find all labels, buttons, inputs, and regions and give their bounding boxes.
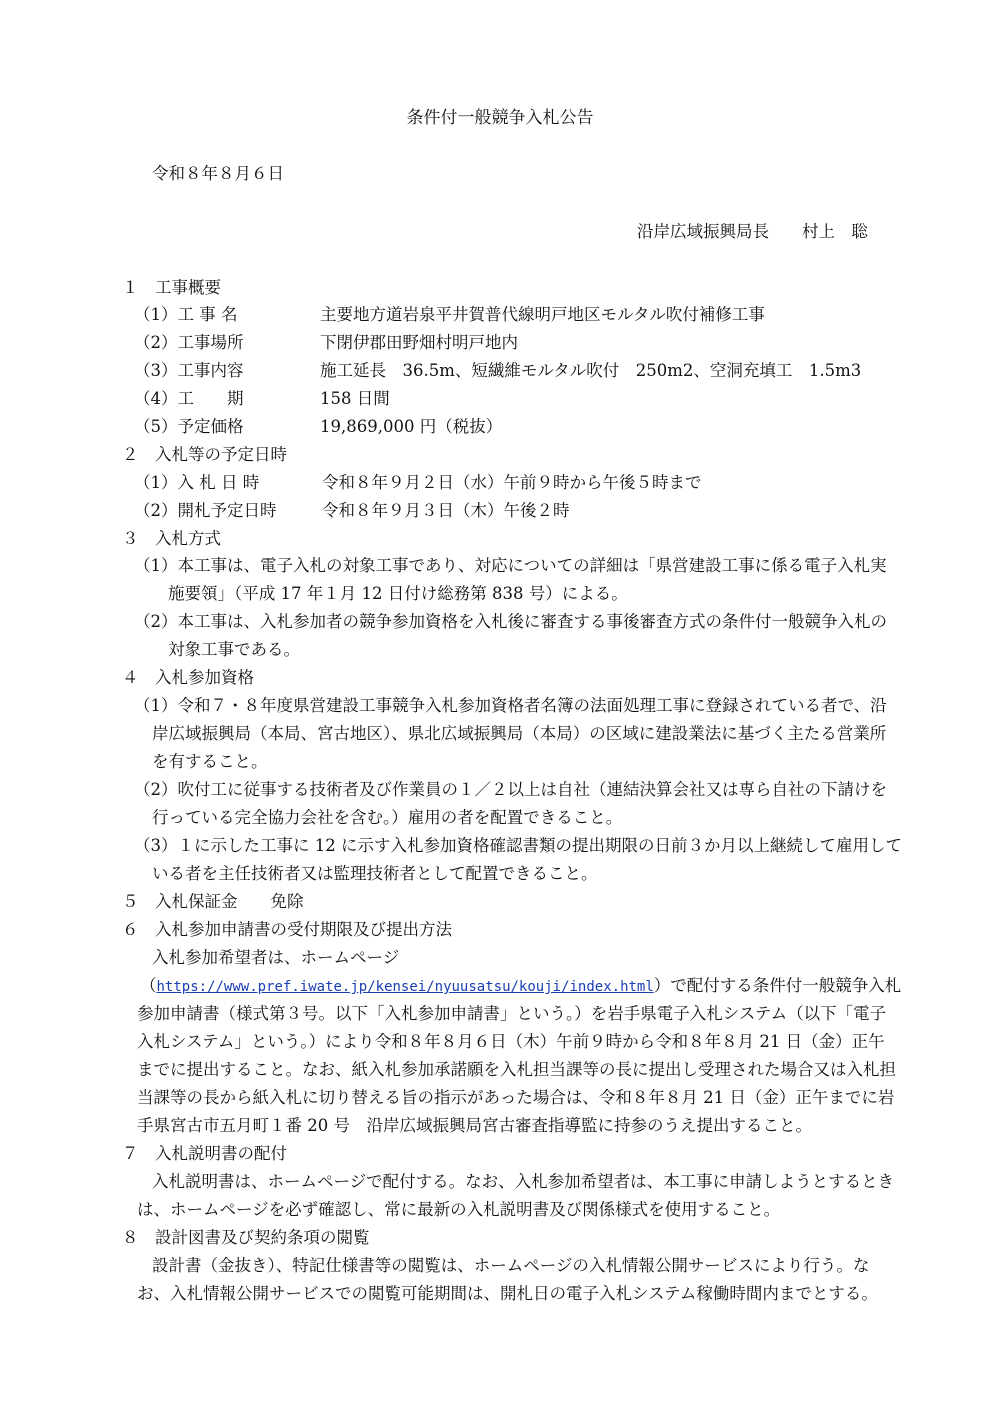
s2-item-label: （2）開札予定日時 bbox=[134, 501, 277, 520]
s1-item-label: （2）工事場所 bbox=[134, 333, 244, 352]
s6-url-line bbox=[140, 976, 901, 997]
s1-item-value: 158 日間 bbox=[320, 389, 390, 408]
s8-paragraph-line: 設計書（金抜き）、特記仕様書等の閲覧は、ホームページの入札情報公開サービスにより行う。な bbox=[152, 1256, 870, 1275]
s6-paragraph-line: 当課等の長から紙入札に切り替える旨の指示があった場合は、令和８年８月 21 日（金）正午までに岩 bbox=[137, 1088, 895, 1107]
s4-paragraph-line: いる者を主任技術者又は監理技術者として配置できること。 bbox=[152, 864, 598, 883]
s4-paragraph-line: 岸広域振興局（本局、宮古地区）、県北広域振興局（本局）の区域に建設業法に基づく主たる営業所 bbox=[152, 724, 887, 743]
s7-paragraph-line: は、ホームページを必ず確認し、常に最新の入札説明書及び関係様式を使用すること。 bbox=[137, 1200, 781, 1219]
s6-url-close: ）で配付する条件付一般競争入札 bbox=[653, 976, 902, 995]
s3-paragraph-line: （2）本工事は、入札参加者の競争参加資格を入札後に審査する事後審査方式の条件付一般競争入札の bbox=[134, 612, 887, 631]
s2-item-value: 令和８年９月３日（木）午後２時 bbox=[322, 501, 570, 520]
issuer: 沿岸広域振興局長 村上 聡 bbox=[637, 222, 868, 241]
homepage-link[interactable]: https://www.pref.iwate.jp/kensei/nyuusatsu/kouji/index.html bbox=[156, 979, 654, 995]
s1-item-label: （1）工 事 名 bbox=[134, 305, 238, 324]
section-3-heading: ３ 入札方式 bbox=[122, 529, 221, 548]
s3-paragraph-line: （1）本工事は、電子入札の対象工事であり、対応についての詳細は「県営建設工事に係る電子入札実 bbox=[134, 556, 887, 575]
s6-paragraph-line: 入札システム」という。）により令和８年８月６日（木）午前９時から令和８年８月 21 日（金）正午 bbox=[137, 1032, 885, 1051]
document-title: 条件付一般競争入札公告 bbox=[406, 108, 594, 128]
s1-item-label: （5）予定価格 bbox=[134, 417, 244, 436]
s1-item-label: （4）工 期 bbox=[134, 389, 244, 408]
s3-paragraph-line: 対象工事である。 bbox=[168, 640, 300, 659]
s2-item-value: 令和８年９月２日（水）午前９時から午後５時まで bbox=[322, 473, 702, 492]
s2-item-label: （1）入 札 日 時 bbox=[134, 473, 260, 492]
section-5-heading: ５ 入札保証金 免除 bbox=[122, 892, 304, 911]
s4-paragraph-line: （3）１に示した工事に 12 に示す入札参加資格確認書類の提出期限の日前３か月以上継続して雇用して bbox=[134, 836, 902, 855]
s7-paragraph-line: 入札説明書は、ホームページで配付する。なお、入札参加希望者は、本工事に申請しようとするとき bbox=[152, 1172, 895, 1191]
s4-paragraph-line: を有すること。 bbox=[152, 752, 268, 771]
s6-paragraph-line: 入札参加希望者は、ホームページ bbox=[152, 948, 400, 967]
section-2-heading: ２ 入札等の予定日時 bbox=[122, 445, 287, 464]
s1-item-value: 施工延長 36.5m、短繊維モルタル吹付 250m2、空洞充填工 1.5m3 bbox=[320, 361, 862, 380]
s6-paragraph-line: までに提出すること。なお、紙入札参加承諾願を入札担当課等の長に提出し受理された場合又は入札担 bbox=[137, 1060, 896, 1079]
s4-paragraph-line: （2）吹付工に従事する技術者及び作業員の１／２以上は自社（連結決算会社又は専ら自社の下請けを bbox=[134, 780, 887, 799]
section-4-heading: ４ 入札参加資格 bbox=[122, 668, 254, 687]
s6-paragraph-line: 参加申請書（様式第３号。以下「入札参加申請書」という。）を岩手県電子入札システム（以下「電子 bbox=[137, 1004, 887, 1023]
section-7-heading: ７ 入札説明書の配付 bbox=[122, 1144, 287, 1163]
s4-paragraph-line: （1）令和７・８年度県営建設工事競争入札参加資格者名簿の法面処理工事に登録されている者で、沿 bbox=[134, 696, 887, 715]
notice-date: 令和８年８月６日 bbox=[152, 164, 284, 183]
s1-item-value: 主要地方道岩泉平井賀普代線明戸地区モルタル吹付補修工事 bbox=[320, 305, 765, 324]
s6-url-open: （ bbox=[140, 976, 157, 995]
s1-item-value: 下閉伊郡田野畑村明戸地内 bbox=[320, 333, 518, 352]
s6-paragraph-line: 手県宮古市五月町１番 20 号 沿岸広域振興局宮古審査指導監に持参のうえ提出すること。 bbox=[137, 1116, 812, 1135]
s3-paragraph-line: 施要領」（平成 17 年１月 12 日付け総務第 838 号）による。 bbox=[168, 584, 628, 603]
section-1-heading: １ 工事概要 bbox=[122, 278, 221, 297]
s4-paragraph-line: 行っている完全協力会社を含む。）雇用の者を配置できること。 bbox=[152, 808, 623, 827]
s1-item-label: （3）工事内容 bbox=[134, 361, 244, 380]
section-6-heading: ６ 入札参加申請書の受付期限及び提出方法 bbox=[122, 920, 452, 939]
s1-item-value: 19,869,000 円（税抜） bbox=[320, 417, 503, 436]
section-8-heading: ８ 設計図書及び契約条項の閲覧 bbox=[122, 1228, 370, 1247]
s8-paragraph-line: お、入札情報公開サービスでの閲覧可能期間は、開札日の電子入札システム稼働時間内までとする。 bbox=[137, 1284, 878, 1303]
